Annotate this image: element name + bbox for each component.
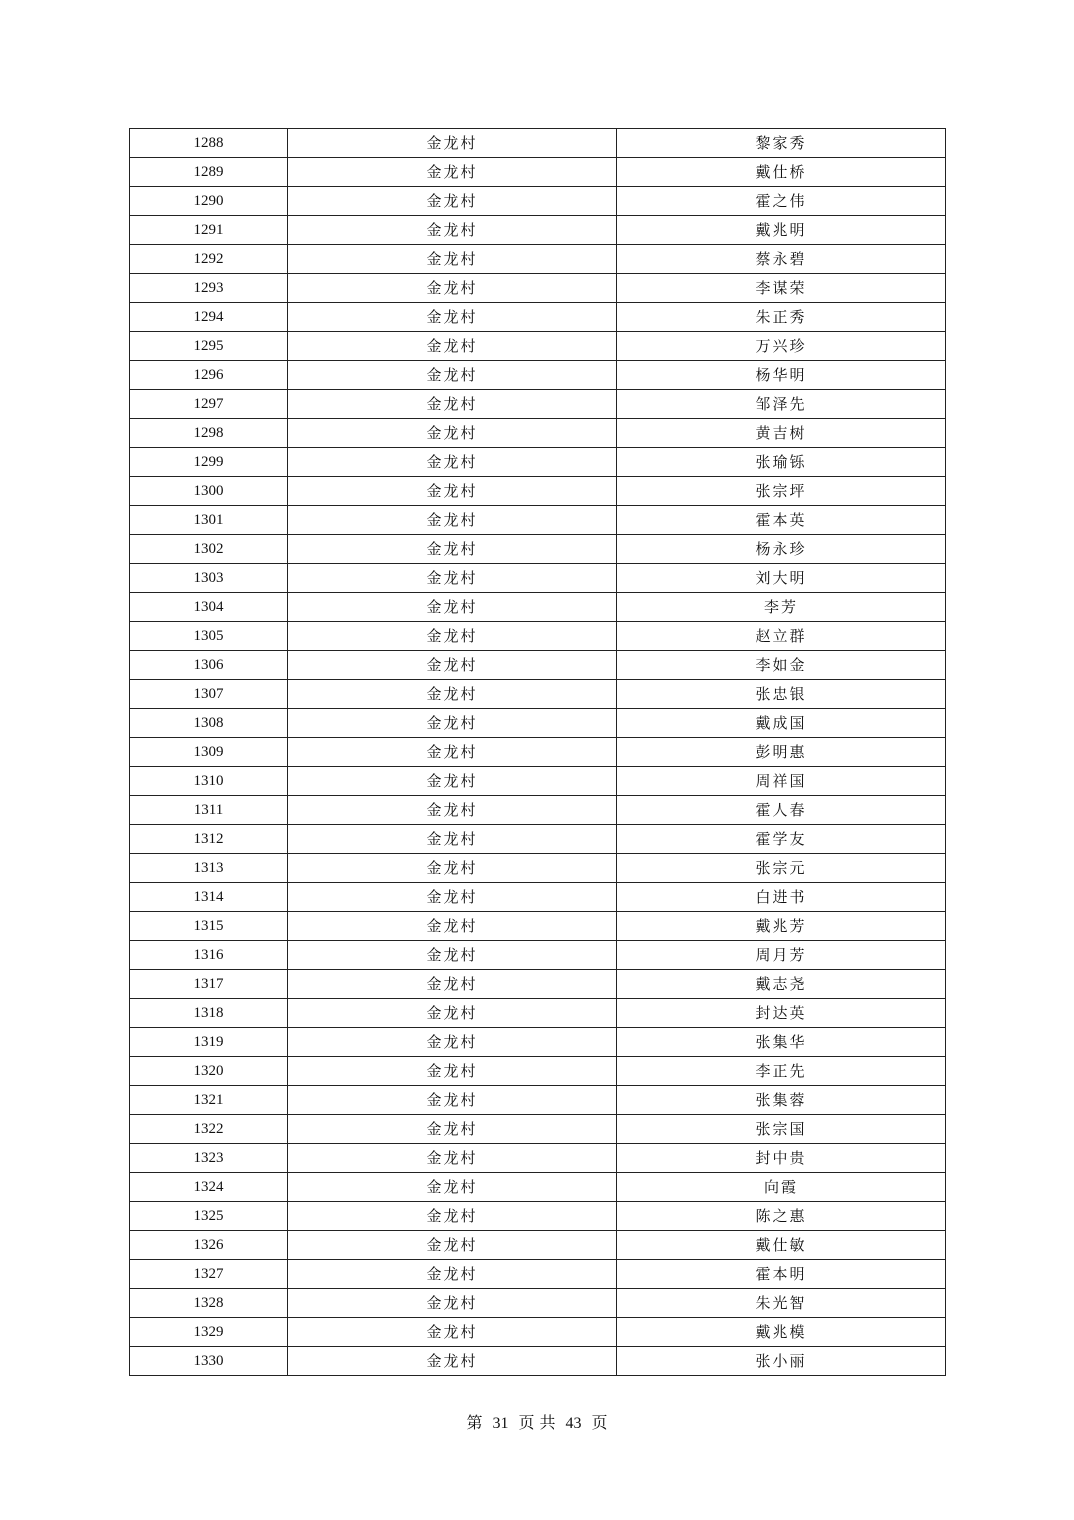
current-page-number: 31 <box>492 1415 509 1432</box>
row-number-cell: 1322 <box>130 1115 288 1144</box>
table-row <box>130 448 946 477</box>
table-row <box>130 187 946 216</box>
table-row <box>130 535 946 564</box>
name-cell: 杨华明 <box>617 361 946 390</box>
name-cell: 霍之伟 <box>617 187 946 216</box>
table-row <box>130 1057 946 1086</box>
row-number-cell: 1326 <box>130 1231 288 1260</box>
name-cell: 戴成国 <box>617 709 946 738</box>
row-number-cell: 1293 <box>130 274 288 303</box>
village-cell: 金龙村 <box>288 564 617 593</box>
village-cell: 金龙村 <box>288 390 617 419</box>
name-cell: 李芳 <box>617 593 946 622</box>
table-row <box>130 680 946 709</box>
row-number-cell: 1305 <box>130 622 288 651</box>
table-row <box>130 709 946 738</box>
village-cell: 金龙村 <box>288 767 617 796</box>
row-number-cell: 1328 <box>130 1289 288 1318</box>
table-row <box>130 825 946 854</box>
village-cell: 金龙村 <box>288 332 617 361</box>
name-cell: 刘大明 <box>617 564 946 593</box>
name-cell: 戴仕桥 <box>617 158 946 187</box>
village-cell: 金龙村 <box>288 1260 617 1289</box>
village-cell: 金龙村 <box>288 593 617 622</box>
village-cell: 金龙村 <box>288 796 617 825</box>
table-row <box>130 390 946 419</box>
village-cell: 金龙村 <box>288 883 617 912</box>
footer-suffix: 页 <box>591 1413 608 1432</box>
name-cell: 李正先 <box>617 1057 946 1086</box>
footer-middle: 页 共 <box>518 1413 556 1432</box>
table-row <box>130 1115 946 1144</box>
village-cell: 金龙村 <box>288 941 617 970</box>
name-cell: 万兴珍 <box>617 332 946 361</box>
name-cell: 张集蓉 <box>617 1086 946 1115</box>
name-cell: 朱光智 <box>617 1289 946 1318</box>
row-number-cell: 1288 <box>130 129 288 158</box>
row-number-cell: 1297 <box>130 390 288 419</box>
name-cell: 霍学友 <box>617 825 946 854</box>
village-cell: 金龙村 <box>288 1289 617 1318</box>
name-cell: 戴仕敏 <box>617 1231 946 1260</box>
village-cell: 金龙村 <box>288 274 617 303</box>
village-cell: 金龙村 <box>288 1144 617 1173</box>
name-cell: 张宗坪 <box>617 477 946 506</box>
table-row <box>130 1028 946 1057</box>
row-number-cell: 1313 <box>130 854 288 883</box>
row-number-cell: 1330 <box>130 1347 288 1376</box>
table-row <box>130 912 946 941</box>
total-page-count: 43 <box>565 1415 582 1432</box>
name-cell: 霍本明 <box>617 1260 946 1289</box>
name-cell: 张宗国 <box>617 1115 946 1144</box>
village-cell: 金龙村 <box>288 680 617 709</box>
village-cell: 金龙村 <box>288 187 617 216</box>
village-cell: 金龙村 <box>288 361 617 390</box>
row-number-cell: 1304 <box>130 593 288 622</box>
table-row <box>130 1086 946 1115</box>
table-row <box>130 796 946 825</box>
table-row <box>130 216 946 245</box>
name-cell: 彭明惠 <box>617 738 946 767</box>
row-number-cell: 1306 <box>130 651 288 680</box>
table-row <box>130 1202 946 1231</box>
table-row <box>130 767 946 796</box>
village-cell: 金龙村 <box>288 1173 617 1202</box>
row-number-cell: 1323 <box>130 1144 288 1173</box>
village-cell: 金龙村 <box>288 1115 617 1144</box>
name-cell: 戴兆明 <box>617 216 946 245</box>
row-number-cell: 1307 <box>130 680 288 709</box>
table-row <box>130 1144 946 1173</box>
row-number-cell: 1289 <box>130 158 288 187</box>
row-number-cell: 1300 <box>130 477 288 506</box>
village-cell: 金龙村 <box>288 651 617 680</box>
village-cell: 金龙村 <box>288 825 617 854</box>
table-row <box>130 1173 946 1202</box>
village-cell: 金龙村 <box>288 622 617 651</box>
table-row <box>130 361 946 390</box>
row-number-cell: 1290 <box>130 187 288 216</box>
name-cell: 霍本英 <box>617 506 946 535</box>
row-number-cell: 1310 <box>130 767 288 796</box>
village-cell: 金龙村 <box>288 709 617 738</box>
table-row <box>130 1231 946 1260</box>
row-number-cell: 1309 <box>130 738 288 767</box>
roster-table-body <box>130 129 946 1376</box>
name-cell: 杨永珍 <box>617 535 946 564</box>
table-row <box>130 129 946 158</box>
row-number-cell: 1296 <box>130 361 288 390</box>
name-cell: 陈之惠 <box>617 1202 946 1231</box>
village-cell: 金龙村 <box>288 448 617 477</box>
row-number-cell: 1308 <box>130 709 288 738</box>
name-cell: 黄吉树 <box>617 419 946 448</box>
row-number-cell: 1298 <box>130 419 288 448</box>
row-number-cell: 1314 <box>130 883 288 912</box>
footer-prefix: 第 <box>466 1413 483 1432</box>
name-cell: 张瑜铄 <box>617 448 946 477</box>
table-row <box>130 158 946 187</box>
row-number-cell: 1295 <box>130 332 288 361</box>
table-row <box>130 506 946 535</box>
table-row <box>130 274 946 303</box>
table-row <box>130 593 946 622</box>
row-number-cell: 1321 <box>130 1086 288 1115</box>
village-cell: 金龙村 <box>288 303 617 332</box>
name-cell: 封达英 <box>617 999 946 1028</box>
name-cell: 蔡永碧 <box>617 245 946 274</box>
row-number-cell: 1301 <box>130 506 288 535</box>
village-cell: 金龙村 <box>288 129 617 158</box>
name-cell: 赵立群 <box>617 622 946 651</box>
village-cell: 金龙村 <box>288 1202 617 1231</box>
village-cell: 金龙村 <box>288 1086 617 1115</box>
village-cell: 金龙村 <box>288 535 617 564</box>
name-cell: 张忠银 <box>617 680 946 709</box>
village-cell: 金龙村 <box>288 216 617 245</box>
row-number-cell: 1292 <box>130 245 288 274</box>
table-row <box>130 941 946 970</box>
table-row <box>130 854 946 883</box>
row-number-cell: 1319 <box>130 1028 288 1057</box>
row-number-cell: 1316 <box>130 941 288 970</box>
table-row <box>130 883 946 912</box>
name-cell: 张集华 <box>617 1028 946 1057</box>
village-cell: 金龙村 <box>288 1231 617 1260</box>
table-row <box>130 332 946 361</box>
table-row <box>130 564 946 593</box>
name-cell: 向霞 <box>617 1173 946 1202</box>
name-cell: 戴兆芳 <box>617 912 946 941</box>
village-cell: 金龙村 <box>288 1028 617 1057</box>
page-footer <box>0 1410 1074 1433</box>
row-number-cell: 1327 <box>130 1260 288 1289</box>
row-number-cell: 1311 <box>130 796 288 825</box>
table-row <box>130 622 946 651</box>
name-cell: 朱正秀 <box>617 303 946 332</box>
row-number-cell: 1329 <box>130 1318 288 1347</box>
row-number-cell: 1324 <box>130 1173 288 1202</box>
row-number-cell: 1312 <box>130 825 288 854</box>
village-cell: 金龙村 <box>288 1318 617 1347</box>
table-row <box>130 1289 946 1318</box>
village-cell: 金龙村 <box>288 158 617 187</box>
row-number-cell: 1299 <box>130 448 288 477</box>
village-cell: 金龙村 <box>288 970 617 999</box>
table-row <box>130 970 946 999</box>
name-cell: 霍人春 <box>617 796 946 825</box>
name-cell: 李谋荣 <box>617 274 946 303</box>
village-cell: 金龙村 <box>288 506 617 535</box>
table-row <box>130 1318 946 1347</box>
table-row <box>130 738 946 767</box>
village-cell: 金龙村 <box>288 419 617 448</box>
table-row <box>130 245 946 274</box>
name-cell: 戴志尧 <box>617 970 946 999</box>
table-row <box>130 1260 946 1289</box>
row-number-cell: 1291 <box>130 216 288 245</box>
table-row <box>130 651 946 680</box>
village-cell: 金龙村 <box>288 1057 617 1086</box>
row-number-cell: 1318 <box>130 999 288 1028</box>
name-cell: 李如金 <box>617 651 946 680</box>
table-row <box>130 303 946 332</box>
name-cell: 邹泽先 <box>617 390 946 419</box>
name-cell: 戴兆模 <box>617 1318 946 1347</box>
village-cell: 金龙村 <box>288 477 617 506</box>
village-cell: 金龙村 <box>288 1347 617 1376</box>
roster-table <box>129 128 946 1376</box>
row-number-cell: 1294 <box>130 303 288 332</box>
table-row <box>130 999 946 1028</box>
name-cell: 黎家秀 <box>617 129 946 158</box>
row-number-cell: 1302 <box>130 535 288 564</box>
village-cell: 金龙村 <box>288 738 617 767</box>
name-cell: 张宗元 <box>617 854 946 883</box>
village-cell: 金龙村 <box>288 999 617 1028</box>
name-cell: 周祥国 <box>617 767 946 796</box>
village-cell: 金龙村 <box>288 912 617 941</box>
village-cell: 金龙村 <box>288 854 617 883</box>
row-number-cell: 1325 <box>130 1202 288 1231</box>
row-number-cell: 1320 <box>130 1057 288 1086</box>
row-number-cell: 1315 <box>130 912 288 941</box>
name-cell: 周月芳 <box>617 941 946 970</box>
name-cell: 白进书 <box>617 883 946 912</box>
table-row <box>130 1347 946 1376</box>
village-cell: 金龙村 <box>288 245 617 274</box>
table-row <box>130 419 946 448</box>
table-row <box>130 477 946 506</box>
row-number-cell: 1303 <box>130 564 288 593</box>
name-cell: 封中贵 <box>617 1144 946 1173</box>
name-cell: 张小丽 <box>617 1347 946 1376</box>
row-number-cell: 1317 <box>130 970 288 999</box>
